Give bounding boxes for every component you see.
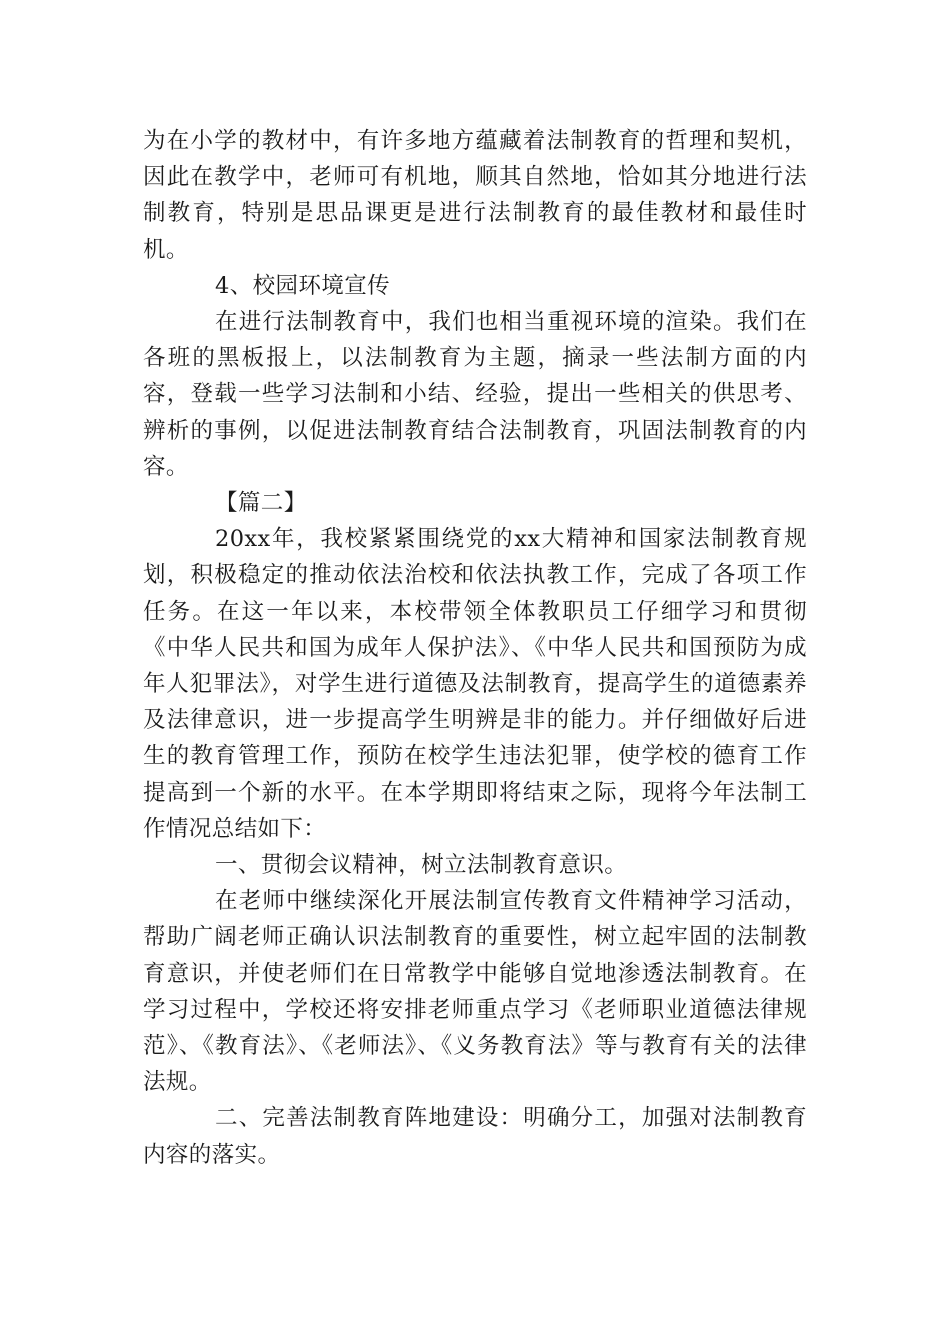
heading-section-one: 一、贯彻会议精神，树立法制教育意识。: [215, 852, 628, 879]
paragraph-summary-intro: 20xx年，我校紧紧围绕党的xx大精神和国家法制教育规划，积极稳定的推动依法治校和依法执教工作，完成了各项工作任务。在这一年以来，本校带领全体教职员工仔细学习和贯彻《中华人民共和国为成年人保护法》、《中华人民共和国预防为成年人犯罪法》，对学生进行道德及法制教育，提高学生的道德素养及法律意识，进一步提高学生明辨是非的能力。并仔细做好后进生的教育管理工作，预防在校学生违法犯罪，使学校的德育工作提高到一个新的水平。在本学期即将结束之际，现将今年法制工作情况总结如下：: [143, 526, 807, 842]
document-page: [143, 123, 807, 1173]
section-marker: 【篇二】: [215, 490, 307, 517]
heading-campus-environment: 4、校园环境宣传: [215, 272, 391, 299]
paragraph-section-one: 在老师中继续深化开展法制宣传教育文件精神学习活动，帮助广阔老师正确认识法制教育的重要性，树立起牢固的法制教育意识，并使老师们在日常教学中能够自觉地渗透法制教育。在学习过程中，学校还将安排老师重点学习《老师职业道德法律规范》、《教育法》、《老师法》、《义务教育法》等与教育有关的法律法规。: [143, 888, 807, 1096]
paragraph-environment: 在进行法制教育中，我们也相当重视环境的渲染。我们在各班的黑板报上，以法制教育为主题，摘录一些法制方面的内容，登载一些学习法制和小结、经验，提出一些相关的供思考、辨析的事例，以促进法制教育结合法制教育，巩固法制教育的内容。: [143, 309, 807, 480]
heading-section-two: 二、完善法制教育阵地建设：明确分工，加强对法制教育内容的落实。: [143, 1105, 807, 1168]
paragraph-continuation: 为在小学的教材中，有许多地方蕴藏着法制教育的哲理和契机，因此在教学中，老师可有机地，顺其自然地，恰如其分地进行法制教育，特别是思品课更是进行法制教育的最佳教材和最佳时机。: [143, 128, 807, 263]
